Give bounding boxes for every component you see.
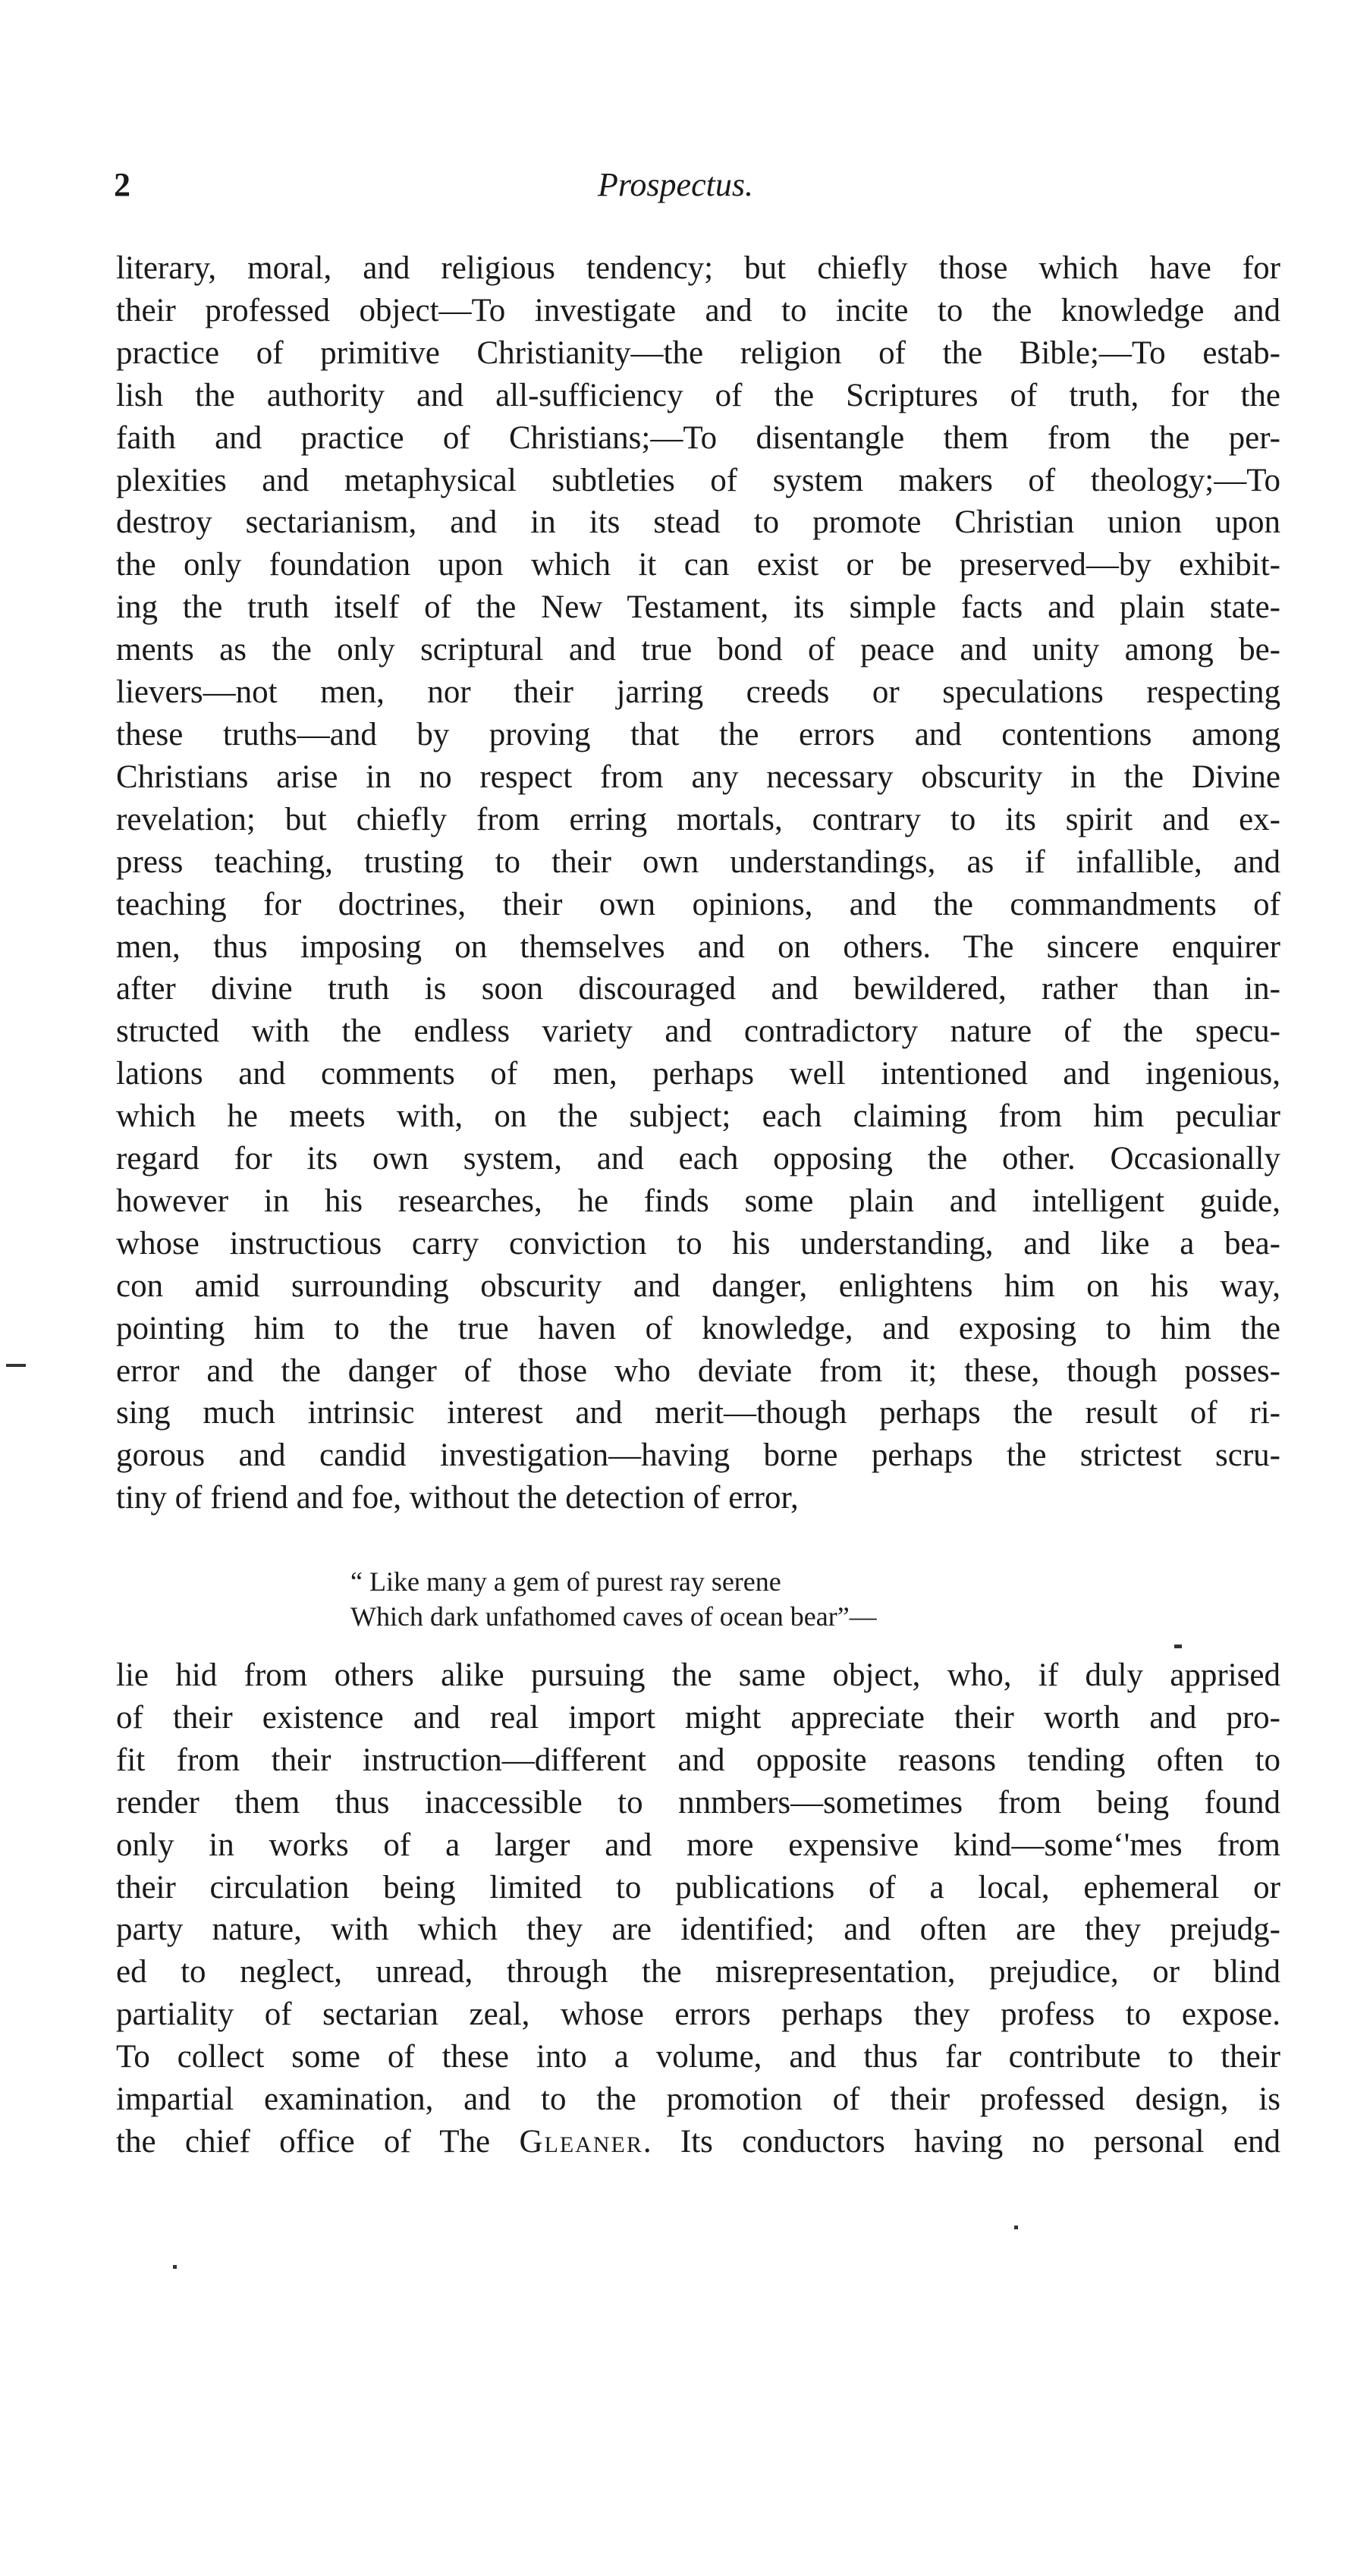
text-line: plexities and metaphysical subtleties of system makers of theology;—To bbox=[116, 462, 1280, 498]
print-speck bbox=[1014, 2226, 1018, 2229]
text-line: whose instructious carry conviction to his understanding, and like a bea- bbox=[116, 1225, 1280, 1261]
text-line: con amid surrounding obscurity and danger, enlightens him on his way, bbox=[116, 1268, 1280, 1304]
text-line: ments as the only scriptural and true bond of peace and unity among be- bbox=[116, 632, 1280, 668]
print-speck bbox=[173, 2265, 177, 2269]
text-line: after divine truth is soon discouraged and bewildered, rather than in- bbox=[116, 971, 1280, 1007]
journal-title-small-caps: Gleaner bbox=[519, 2123, 643, 2160]
text-line: render them thus inaccessible to nnmbers—sometimes from being found bbox=[116, 1784, 1280, 1820]
margin-dash-mark bbox=[6, 1364, 26, 1367]
page-number: 2 bbox=[114, 166, 130, 203]
text-line: lie hid from others alike pursuing the same object, who, if duly apprised bbox=[116, 1657, 1280, 1693]
text-line: men, thus imposing on themselves and on others. The sincere enquirer bbox=[116, 928, 1280, 965]
text-line: error and the danger of those who deviate from it; these, though posses- bbox=[116, 1352, 1280, 1389]
text-line: impartial examination, and to the promotion of their professed design, is bbox=[116, 2081, 1280, 2118]
text-line: only in works of a larger and more expensive kind—some‘'mes from bbox=[116, 1827, 1280, 1863]
text-line: regard for its own system, and each opposing the other. Occasionally bbox=[116, 1141, 1280, 1177]
text-line: literary, moral, and religious tendency; but chiefly those which have for bbox=[116, 250, 1280, 286]
text-line: tiny of friend and foe, without the detection of error, bbox=[116, 1480, 799, 1516]
text-line: ed to neglect, unread, through the misrepresentation, prejudice, or blind bbox=[116, 1954, 1280, 1990]
text-line: practice of primitive Christianity—the religion of the Bible;—To estab- bbox=[116, 335, 1280, 371]
text-line: their professed object—To investigate and to incite to the knowledge and bbox=[116, 292, 1280, 328]
quote-line: Which dark unfathomed caves of ocean bear”— bbox=[350, 1601, 877, 1632]
text-line: Christians arise in no respect from any necessary obscurity in the Divine bbox=[116, 759, 1280, 795]
text-line: teaching for doctrines, their own opinions, and the commandments of bbox=[116, 886, 1280, 922]
text-line: structed with the endless variety and contradictory nature of the specu- bbox=[116, 1013, 1280, 1050]
text-line: faith and practice of Christians;—To disentangle them from the per- bbox=[116, 419, 1280, 456]
print-speck bbox=[1174, 1645, 1182, 1648]
text-line: To collect some of these into a volume, and thus far contribute to their bbox=[116, 2039, 1280, 2075]
text-line: pointing him to the true haven of knowledge, and exposing to him the bbox=[116, 1310, 1280, 1346]
text-line: revelation; but chiefly from erring mortals, contrary to its spirit and ex- bbox=[116, 801, 1280, 837]
text-line-final bbox=[116, 2121, 1280, 2163]
paragraph-lower bbox=[116, 1654, 1280, 2163]
text-line: which he meets with, on the subject; each claiming from him peculiar bbox=[116, 1098, 1280, 1135]
text-line: the only foundation upon which it can exist or be preserved—by exhibit- bbox=[116, 547, 1280, 583]
text-line: ing the truth itself of the New Testament, its simple facts and plain state- bbox=[116, 589, 1280, 626]
last-line-start: the chief office of The bbox=[116, 2123, 520, 2160]
text-line: sing much intrinsic interest and merit—though perhaps the result of ri- bbox=[116, 1395, 1280, 1431]
text-line: these truths—and by proving that the errors and contentions among bbox=[116, 716, 1280, 752]
running-title: Prospectus. bbox=[598, 166, 753, 203]
verse-quotation bbox=[350, 1564, 1033, 1634]
quote-line: “ Like many a gem of purest ray serene bbox=[350, 1566, 781, 1597]
text-line: however in his researches, he finds some plain and intelligent guide, bbox=[116, 1183, 1280, 1219]
text-line: lish the authority and all-sufficiency of the Scriptures of truth, for the bbox=[116, 377, 1280, 413]
text-line: lations and comments of men, perhaps well intentioned and ingenious, bbox=[116, 1056, 1280, 1092]
text-line: partiality of sectarian zeal, whose errors perhaps they profess to expose. bbox=[116, 1996, 1280, 2033]
paragraph-upper bbox=[116, 247, 1280, 1519]
text-line: party nature, with which they are identified; and often are they prejudg- bbox=[116, 1912, 1280, 1948]
text-line: press teaching, trusting to their own understandings, as if infallible, and bbox=[116, 843, 1280, 880]
last-line-end: . Its conductors having no personal end bbox=[643, 2123, 1280, 2160]
text-line: gorous and candid investigation—having borne perhaps the strictest scru- bbox=[116, 1437, 1280, 1474]
text-line: their circulation being limited to publications of a local, ephemeral or bbox=[116, 1869, 1280, 1905]
text-line: destroy sectarianism, and in its stead to promote Christian union upon bbox=[116, 504, 1280, 541]
text-line: fit from their instruction—different and opposite reasons tending often to bbox=[116, 1742, 1280, 1778]
text-line: lievers—not men, nor their jarring creeds or speculations respecting bbox=[116, 674, 1280, 711]
text-line: of their existence and real import might appreciate their worth and pro- bbox=[116, 1699, 1280, 1736]
